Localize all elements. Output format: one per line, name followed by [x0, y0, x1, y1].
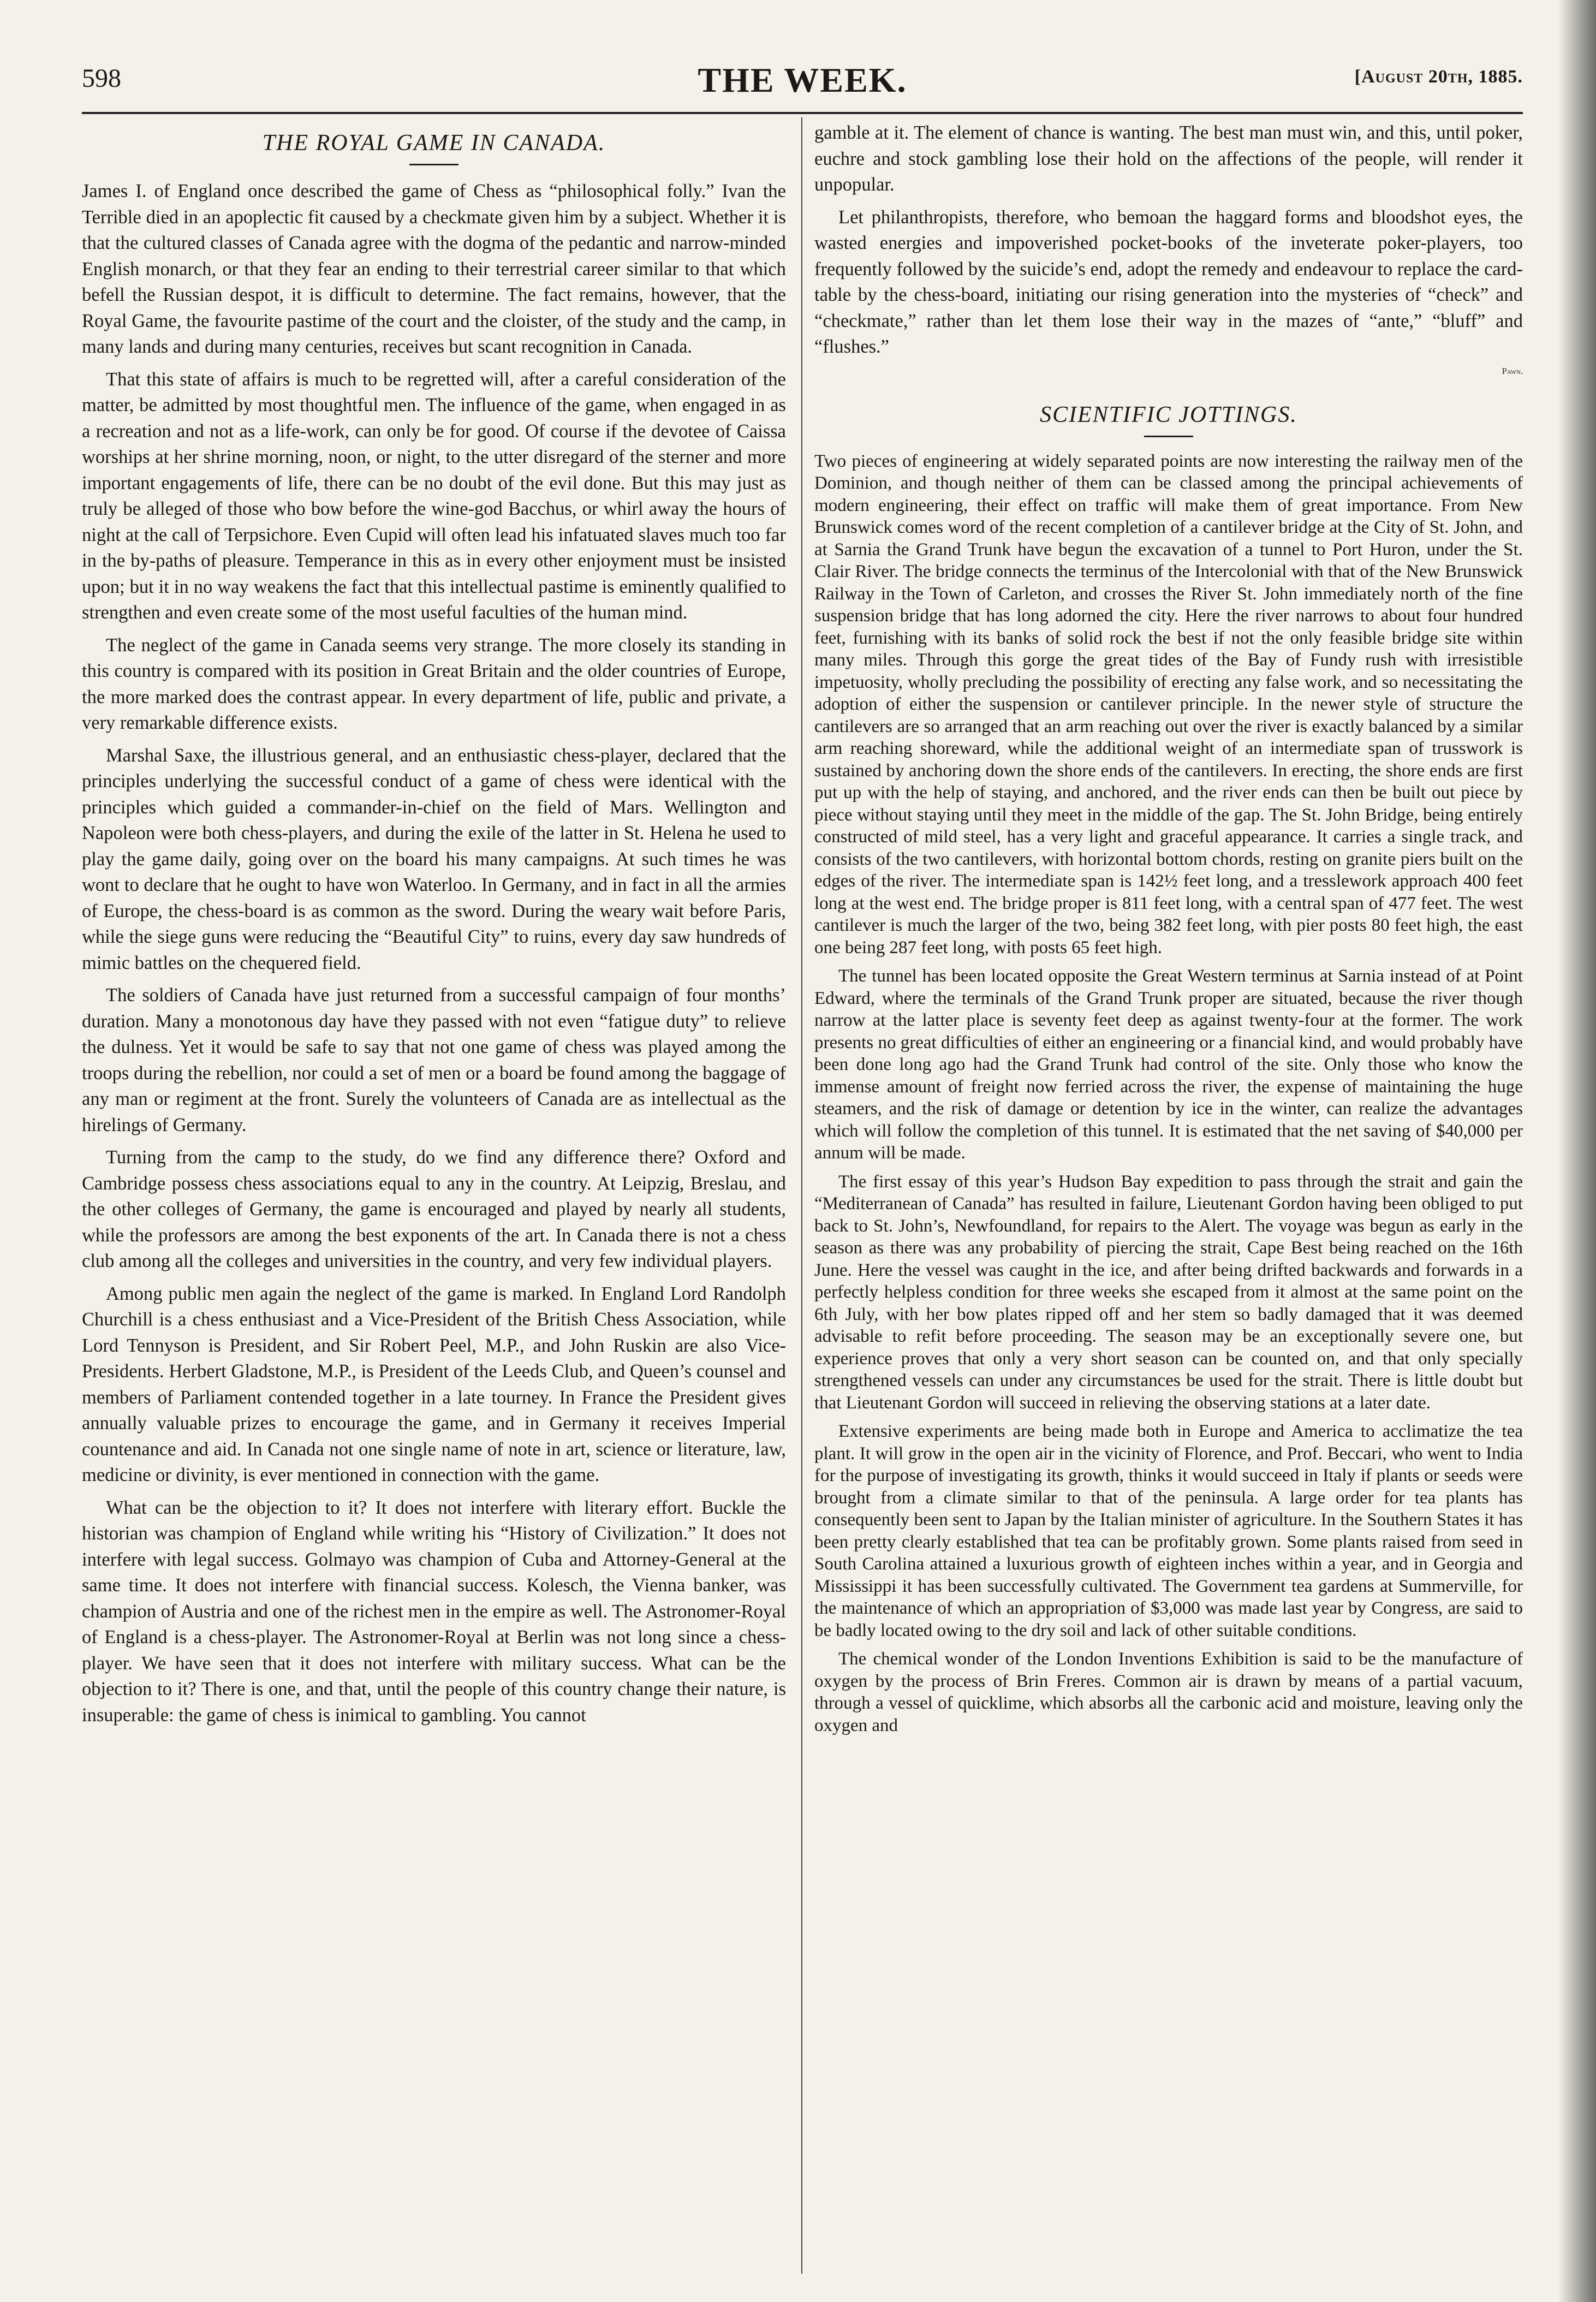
paragraph: That this state of affairs is much to be regretted will, after a careful consideration of the matter, be admitted by most thoughtful men. The influence of the game, when engaged in as a recreation and not as a life-work, can only be for good. Of course if the devotee of Caissa worships at her shrine morning, noon, or night, to the utter disregard of the sterner and more important engagements of life, there can be no doubt of the evil done. But this may just as truly be alleged of those who bow before the wine-god Bacchus, or whirl away the hours of night at the call of Terpsichore. Even Cupid will often lead his infatuated slaves much too far in the by-paths of pleasure. Temperance in this as in every other enjoyment must be insisted upon; but it in no way weakens the fact that this intellectual pastime is eminently qualified to strengthen and even create some of the most useful faculties of the human mind. — [82, 368, 786, 623]
paragraph: The soldiers of Canada have just returned from a successful campaign of four months’ duration. Many a monotonous day have they passed with not even “fatigue duty” to relieve the dulness. Yet it would be safe to say that not one game of chess was played among the troops during the rebellion, nor could a set of men or a board be found among the baggage of any man or regiment at the front. Surely the volunteers of Canada are as intellectual as the hirelings of Germany. — [82, 985, 786, 1135]
paragraph: gamble at it. The element of chance is wanting. The best man must win, and this, until poker, euchre and stock gambling lose their hold on the affections of the people, will render it unpopular. — [814, 122, 1523, 195]
column-divider — [801, 117, 802, 2274]
paragraph: The neglect of the game in Canada seems very strange. The more closely its standing in this country is compared with its position in Great Britain and the older countries of Europe, the more marked does the contrast appear. In every department of life, public and private, a very remarkable difference exists. — [82, 634, 786, 733]
title-rule — [409, 164, 458, 165]
issue-date: [August 20th, 1885. — [1354, 67, 1523, 87]
journal-title: THE WEEK. — [698, 61, 907, 99]
paragraph: Let philanthropists, therefore, who bemoan the haggard forms and bloodshot eyes, the wasted energies and impoverished pocket-books of the inveterate poker-players, too frequently followed by the suicide’s end, adopt the remedy and endeavour to replace the card-table by the chess-board, initiating our rising generation into the mysteries of “check” and “checkmate,” rather than let them lose their way in the mazes of “ante,” “bluff” and “flushes.” — [814, 206, 1523, 357]
article-continuation — [814, 120, 1523, 377]
paragraph: The tunnel has been located opposite the Great Western terminus at Sarnia instead of at Point Edward, where the terminals of the Grand Trunk proper are situated, because the river though narrow at the latter place is seventy feet deep as against twenty-four at the former. The work presents no great difficulties of either an engineering or a financial kind, and would probably have been done long ago had the Grand Trunk had control of the site. Only those who know the immense amount of freight now ferried across the river, the expense of maintaining the huge steamers, and the risk of damage or detention by ice in the winter, can realize the advantages which will follow the completion of this tunnel. It is estimated that the net saving of $40,000 per annum will be made. — [814, 966, 1523, 1163]
paragraph: The first essay of this year’s Hudson Bay expedition to pass through the strait and gain the “Mediterranean of Canada” has resulted in failure, Lieutenant Gordon having been obliged to put back to St. John’s, Newfoundland, for repairs to the Alert. The voyage was begun as early in the season as there was any probability of piercing the strait, Cape Best being reached on the 16th June. Here the vessel was caught in the ice, and after being drifted backwards and forwards in a perfectly helpless condition for three weeks she escaped from it almost at the same point on the 6th July, with her bow plates ripped off and her stem so badly damaged that it was deemed advisable to refit before proceeding. The season may be an exceptionally severe one, but experience proves that only a very short season can be counted on, and that only specially strengthened vessels can under any circumstances be used for the strait. There is little doubt but that Lieutenant Gordon will succeed in relieving the observing stations at a later date. — [814, 1171, 1523, 1413]
paragraph: Marshal Saxe, the illustrious general, and an enthusiastic chess-player, declared that the principles underlying the successful conduct of a game of chess were identical with the principles which guided a commander-in-chief on the field of Mars. Wellington and Napoleon were both chess-players, and during the exile of the latter in St. Helena he used to play the game daily, going over on the board his many campaigns. At such times he was wont to declare that he ought to have won Waterloo. In Germany, and in fact in all the armies of Europe, the chess-board is as common as the sword. During the weary wait before Paris, while the siege guns were reducing the “Beautiful City” to ruins, every day saw hundreds of mimic battles on the chequered field. — [82, 745, 786, 973]
paragraph: Turning from the camp to the study, do we find any difference there? Oxford and Cambridge possess chess associations equal to any in the country. At Leipzig, Breslau, and the other colleges of Germany, the game is encouraged and played by nearly all students, while the professors are among the best exponents of the art. In Canada there is not a chess club among all the colleges and universities in the country, and very few individual players. — [82, 1147, 786, 1271]
page-edge-shadow — [1558, 0, 1596, 2302]
paragraph: Two pieces of engineering at widely separated points are now interesting the railway men of the Dominion, and though neither of them can be classed among the principal achievements of modern engineering, their effect on traffic will make them of great importance. From New Brunswick comes word of the recent completion of a cantilever bridge at the City of St. John, and at Sarnia the Grand Trunk have begun the excavation of a tunnel to Port Huron, under the St. Clair River. The bridge connects the terminus of the Intercolonial with that of the New Brunswick Railway in the Town of Carleton, and crosses the River St. John immediately north of the fine suspension bridge that has long adorned the city. Here the river narrows to about four hundred feet, furnishing with its banks of solid rock the best if not the only feasible bridge site within many miles. Through this gorge the great tides of the Bay of Fundy rush with irresistible impetuosity, wholly precluding the possibility of erecting any false work, and so necessitating the adoption of either the suspension or cantilever principle. In the newer style of structure the cantilevers are so arranged that an arm reaching out over the river is exactly balanced by a similar arm reaching shoreward, while the additional weight of an intermediate span of trusswork is sustained by anchoring down the shore ends of the cantilevers. In erecting, the shore ends are first put up with the help of staying, and anchored, and the river ends can then be built out piece by piece without staying until they meet in the middle of the gap. The St. John Bridge, being entirely constructed of mild steel, has a very light and graceful appearance. It carries a single track, and consists of the two cantilevers, with horizontal bottom chords, resting on granite piers built on the edges of the river. The intermediate span is 142½ feet long, and a tresslework approach 400 feet long at the west end. The bridge proper is 811 feet long, with a central span of 477 feet. The west cantilever is much the larger of the two, being 382 feet long, with pier posts 80 feet high, the east one being 287 feet long, with posts 65 feet high. — [814, 451, 1523, 957]
paragraph: James I. of England once described the game of Chess as “philosophical folly.” Ivan the Terrible died in an apoplectic fit caused by a checkmate given him by a subject. Whether it is that the cultured classes of Canada agree with the dogma of the pedantic and narrow-minded English monarch, or that they fear an ending to their terrestrial career similar to that which befell the Russian despot, it is difficult to determine. The fact remains, however, that the Royal Game, the favourite pastime of the court and the cloister, of the study and the camp, in many lands and during many centuries, receives but scant recognition in Canada. — [82, 181, 786, 357]
left-column — [82, 120, 786, 1735]
page-number: 598 — [82, 64, 121, 93]
title-rule — [1144, 436, 1193, 437]
paragraph: The chemical wonder of the London Inventions Exhibition is said to be the manufacture of oxygen by the process of Brin Freres. Common air is drawn by means of a partial vacuum, through a vessel of quicklime, which absorbs all the carbonic acid and moisture, leaving only the oxygen and — [814, 1649, 1523, 1735]
paragraph: What can be the objection to it? It does not interfere with literary effort. Buckle the historian was champion of England while writing his “History of Civilization.” It does not interfere with legal success. Golmayo was champion of Cuba and Attorney-General at the same time. It does not interfere with financial success. Kolesch, the Vienna banker, was champion of Austria and one of the richest men in the empire as well. The Astronomer-Royal of England is a chess-player. The Astronomer-Royal at Berlin was not long since a chess-player. We have seen that it does not interfere with military success. What can be the objection to it? There is one, and that, until the people of this country change their nature, is insuperable: the game of chess is inimical to gambling. You cannot — [82, 1497, 786, 1726]
article-title-scientific-jottings: SCIENTIFIC JOTTINGS. — [1040, 402, 1297, 427]
header-rule — [82, 112, 1523, 114]
right-column — [814, 120, 1523, 1743]
article-signature: Pawn. — [1502, 366, 1523, 376]
paragraph: Among public men again the neglect of the game is marked. In England Lord Randolph Churchill is a chess enthusiast and a Vice-President of the British Chess Association, while Lord Tennyson is President, and Sir Robert Peel, M.P., and John Ruskin are also Vice-Presidents. Herbert Gladstone, M.P., is President of the Leeds Club, and Queen’s counsel and members of Parliament contended together in a late tourney. In France the President gives annually valuable prizes to encourage the game, and in Germany it receives Imperial countenance and aid. In Canada not one single name of note in art, science or literature, law, medicine or divinity, is ever mentioned in connection with the game. — [82, 1283, 786, 1485]
article-title-royal-game: THE ROYAL GAME IN CANADA. — [262, 130, 606, 156]
paragraph: Extensive experiments are being made both in Europe and America to acclimatize the tea plant. It will grow in the open air in the vicinity of Florence, and Prof. Beccari, who went to India for the purpose of investigating its growth, thinks it would succeed in Italy if plants or seeds were brought from a climate similar to that of the peninsula. A large order for tea plants has consequently been sent to Japan by the Italian minister of agriculture. In the Southern States it has been pretty clearly established that tea can be profitably grown. Some plants raised from seed in South Carolina attained a luxurious growth of eighteen inches within a year, and in Georgia and Mississippi it has been successfully cultivated. The Government tea gardens at Summerville, for the maintenance of which an appropriation of $3,000 was made last year by Congress, are said to be badly located owing to the dry soil and lack of other suitable conditions. — [814, 1421, 1523, 1640]
page-header — [82, 60, 1523, 104]
